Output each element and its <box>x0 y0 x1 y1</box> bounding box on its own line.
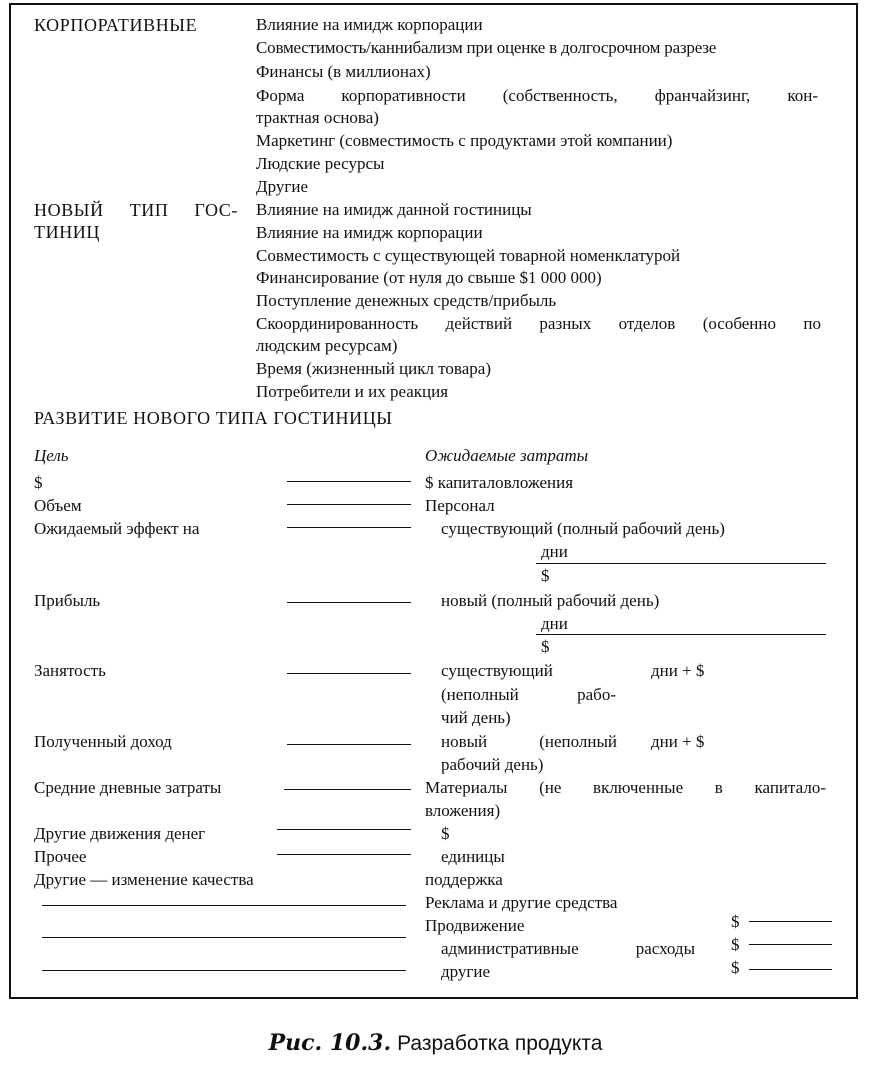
staff-new-part-cont: рабочий день) <box>441 755 544 774</box>
goal-profit: Прибыль <box>34 591 101 610</box>
staff-new-full: новый (полный рабочий день) <box>441 591 660 610</box>
goal-income: Полученный доход <box>34 732 172 751</box>
goal-header: Цель <box>34 446 69 465</box>
materials-label-cont: вложения) <box>425 801 501 820</box>
new-type-heading: НОВЫЙ ТИП ГОС- <box>34 200 238 220</box>
new-type-item: Совместимость с существующей товарной номенклатурой <box>256 246 681 265</box>
new-type-item: Время (жизненный цикл товара) <box>256 359 491 378</box>
corporate-item: Финансы (в миллионах) <box>256 62 431 81</box>
other-costs-label: другие <box>441 962 491 981</box>
blank-line[interactable] <box>287 527 411 528</box>
staff-existing-part: существующий <box>441 661 553 680</box>
corporate-item: Форма корпоративности (собственность, франчайзинг, кон- <box>256 86 818 105</box>
new-type-item: Влияние на имидж корпорации <box>256 223 483 242</box>
goal-employment: Занятость <box>34 661 106 680</box>
days-plus-dollar: дни + $ <box>651 661 705 680</box>
corporate-heading: КОРПОРАТИВНЫЕ <box>34 15 198 35</box>
days-plus-dollar: дни + $ <box>651 732 705 751</box>
promotion-label: Продвижение <box>425 916 525 935</box>
new-type-heading-cont: ТИНИЦ <box>34 222 100 242</box>
staff-label: Персонал <box>425 496 495 515</box>
days-label: дни <box>541 542 568 561</box>
goal-daily-costs: Средние дневные затраты <box>34 778 222 797</box>
blank-line[interactable] <box>42 970 406 971</box>
corporate-item: трактная основа) <box>256 108 379 127</box>
goal-other-cash: Другие движения денег <box>34 824 206 843</box>
blank-line[interactable] <box>287 504 411 505</box>
goal-dollar: $ <box>34 473 43 492</box>
blank-line[interactable] <box>284 789 411 790</box>
staff-existing-full: существующий (полный рабочий день) <box>441 519 725 538</box>
part-time-note: (неполный рабо- <box>441 685 616 704</box>
blank-line[interactable] <box>287 673 411 674</box>
materials-label: Материалы (не включенные в капитало- <box>425 778 826 797</box>
goal-volume: Объем <box>34 496 82 515</box>
blank-line[interactable] <box>42 905 406 906</box>
figure-number: Рис. 10.3. <box>268 1030 392 1056</box>
days-label: дни <box>541 614 568 633</box>
figure-caption <box>0 1030 871 1056</box>
part-time-note-cont: чий день) <box>441 708 511 727</box>
new-type-item: Потребители и их реакция <box>256 382 449 401</box>
blank-line[interactable] <box>277 854 411 855</box>
promotion-dollar: $ <box>731 912 740 931</box>
blank-line[interactable] <box>287 602 411 603</box>
dollar-label: $ <box>541 566 550 585</box>
dollar-label: $ <box>541 637 550 656</box>
development-heading: РАЗВИТИЕ НОВОГО ТИПА ГОСТИНИЦЫ <box>34 408 393 428</box>
new-type-item: Финансирование (от нуля до свыше $1 000 000) <box>256 268 602 287</box>
new-type-item: Влияние на имидж данной гостиницы <box>256 200 532 219</box>
corporate-item: Маркетинг (совместимость с продуктами этой компании) <box>256 131 673 150</box>
units-label: единицы <box>441 847 505 866</box>
costs-header: Ожидаемые затраты <box>425 446 589 465</box>
support-label: поддержка <box>425 870 503 889</box>
corporate-item: Людские ресурсы <box>256 154 385 173</box>
figure-title: Разработка продукта <box>397 1032 603 1055</box>
other-dollar: $ <box>731 958 740 977</box>
goal-misc: Прочее <box>34 847 87 866</box>
goal-quality-change: Другие — изменение качества <box>34 870 254 889</box>
admin-costs-label: административные расходы <box>441 939 695 958</box>
blank-line[interactable] <box>287 481 411 482</box>
blank-line[interactable] <box>749 969 832 970</box>
fraction-line <box>536 634 826 635</box>
blank-line[interactable] <box>277 829 411 830</box>
admin-dollar: $ <box>731 935 740 954</box>
fraction-line <box>536 563 826 564</box>
goal-expected-effect: Ожидаемый эффект на <box>34 519 200 538</box>
blank-line[interactable] <box>287 744 411 745</box>
capital-investment: $ капиталовложения <box>425 473 574 492</box>
corporate-item: Влияние на имидж корпорации <box>256 15 483 34</box>
corporate-item: Совместимость/каннибализм при оценке в долгосрочном разрезе <box>256 38 717 57</box>
corporate-item: Другие <box>256 177 308 196</box>
blank-line[interactable] <box>749 944 832 945</box>
new-type-item: людским ресурсам) <box>256 336 398 355</box>
materials-dollar: $ <box>441 824 450 843</box>
staff-new-part: новый (неполный <box>441 732 617 751</box>
blank-line[interactable] <box>42 937 406 938</box>
new-type-item: Скоординированность действий разных отделов (особенно по <box>256 314 821 333</box>
advertising-label: Реклама и другие средства <box>425 893 618 912</box>
new-type-item: Поступление денежных средств/прибыль <box>256 291 557 310</box>
blank-line[interactable] <box>749 921 832 922</box>
